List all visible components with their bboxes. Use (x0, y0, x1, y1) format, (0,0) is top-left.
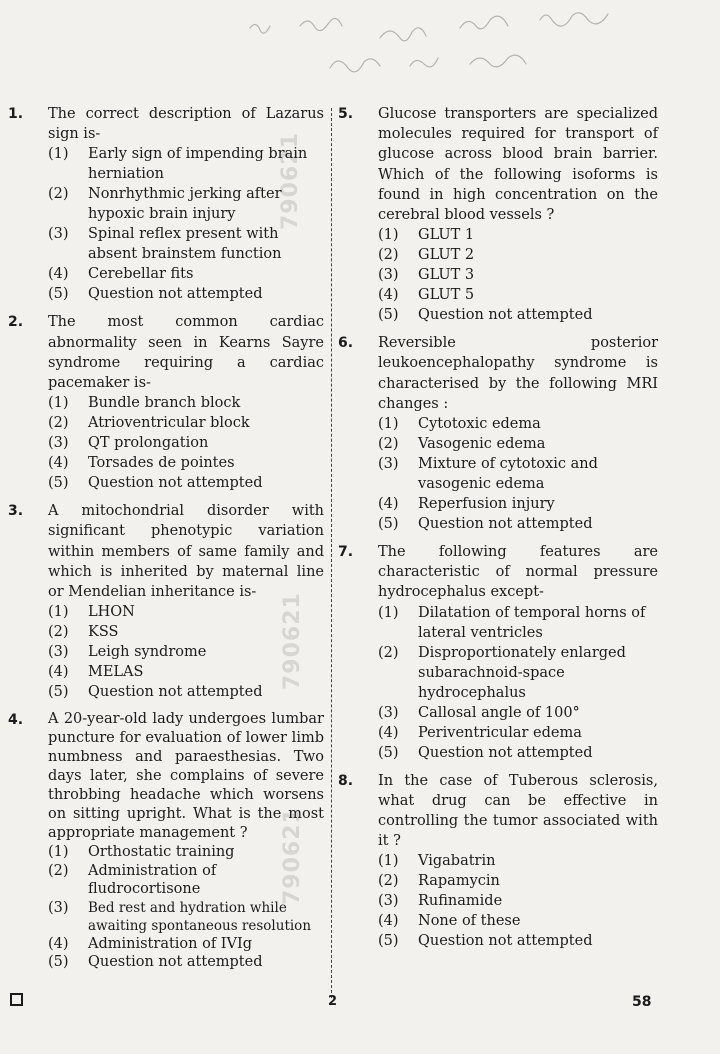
option[interactable] (378, 703, 658, 723)
option[interactable] (378, 434, 658, 454)
option-text: Vigabatrin (418, 853, 496, 870)
square-marker-icon (10, 993, 23, 1006)
option-text: Rufinamide (418, 893, 503, 910)
question-number: 1. (8, 106, 24, 122)
option-text: Early sign of impending brain herniation (88, 146, 308, 183)
option[interactable] (48, 264, 324, 284)
option-list (48, 393, 324, 493)
option-text: Periventricular edema (418, 724, 582, 741)
option-text: Cytotoxic edema (418, 416, 541, 433)
option-number: (3) (378, 704, 399, 721)
option[interactable] (378, 723, 658, 743)
option[interactable] (48, 602, 324, 622)
watermark-middle: 790621 (280, 592, 305, 690)
option-number: (4) (378, 913, 399, 930)
option-number: (4) (378, 724, 399, 741)
option-number: (5) (378, 516, 399, 533)
option-text: Leigh syndrome (88, 644, 207, 661)
option-number: (2) (378, 873, 399, 890)
option-number: (4) (48, 266, 69, 283)
option[interactable] (48, 662, 324, 682)
option-text: QT prolongation (88, 435, 209, 452)
question-1 (8, 104, 324, 304)
question-text: The most common cardiac abnormality seen in Kearns Sayre syndrome requiring a cardiac pacemaker is- (48, 314, 324, 392)
question-6 (338, 333, 658, 534)
option[interactable] (378, 285, 658, 305)
option[interactable] (48, 642, 324, 662)
column-divider (331, 108, 332, 998)
option[interactable] (48, 433, 324, 453)
option-list (48, 602, 324, 702)
option[interactable] (378, 514, 658, 534)
option-text: Question not attempted (88, 954, 263, 971)
option-number: (3) (48, 899, 69, 916)
option-number: (3) (378, 456, 399, 473)
option-number: (1) (48, 604, 69, 621)
option[interactable] (48, 935, 324, 954)
option-number: (1) (48, 844, 69, 861)
option-list (378, 603, 658, 763)
option-text: Orthostatic training (88, 844, 235, 861)
right-column (338, 104, 658, 959)
option-text: Callosal angle of 100° (418, 704, 580, 721)
option-text: Atrioventricular block (88, 415, 250, 432)
option-number: (5) (48, 475, 69, 492)
option-text: KSS (88, 624, 119, 641)
question-number: 7. (338, 544, 354, 561)
option-text: Reperfusion injury (418, 496, 555, 513)
option[interactable] (48, 622, 324, 642)
option[interactable] (378, 911, 658, 931)
question-7 (338, 542, 658, 763)
option-number: (3) (48, 226, 69, 243)
option-text: GLUT 3 (418, 267, 475, 284)
question-text: In the case of Tuberous sclerosis, what drug can be effective in controlling the tumor associated with it ? (378, 772, 658, 850)
question-text: Glucose transporters are specialized molecules required for transport of glucose across blood brain barrier. Which of the following isoforms is found in high concentration on the cerebral blood vessels ? (378, 106, 658, 224)
option[interactable] (48, 144, 324, 184)
option-number: (1) (378, 227, 399, 244)
option-number: (4) (48, 935, 69, 952)
option-number: (2) (48, 862, 69, 879)
option-text: None of these (418, 913, 521, 930)
question-text: The following features are characteristic of normal pressure hydrocephalus except- (378, 544, 658, 601)
question-5 (338, 104, 658, 325)
option-text: Question not attempted (88, 475, 263, 492)
watermark-top: 790621 (278, 132, 303, 230)
option-text: Mixture of cytotoxic and vasogenic edema (418, 456, 598, 493)
option[interactable] (378, 871, 658, 891)
option-text: Dilatation of temporal horns of lateral ventricles (418, 604, 646, 641)
option-number: (1) (378, 416, 399, 433)
option[interactable] (378, 454, 658, 494)
option[interactable] (48, 393, 324, 413)
option[interactable] (378, 891, 658, 911)
option-text: Nonrhythmic jerking after hypoxic brain injury (88, 186, 282, 223)
question-number: 5. (338, 106, 354, 122)
option[interactable] (48, 862, 324, 899)
option[interactable] (378, 414, 658, 434)
left-column (8, 104, 324, 980)
option-number: (4) (378, 287, 399, 304)
option[interactable] (48, 473, 324, 493)
question-number: 8. (338, 772, 354, 789)
option-text: GLUT 2 (418, 247, 475, 264)
option-number: (3) (378, 267, 399, 284)
option-number: (5) (378, 744, 399, 761)
option-number: (5) (48, 954, 69, 971)
option-number: (2) (378, 247, 399, 264)
option-number: (2) (48, 186, 69, 203)
handwritten-scribble (240, 8, 680, 88)
option-number: (2) (378, 644, 399, 661)
option[interactable] (378, 931, 658, 951)
option[interactable] (378, 305, 658, 325)
question-number: 4. (8, 712, 24, 729)
option-list (48, 843, 324, 972)
option-text: Vasogenic edema (418, 436, 546, 453)
option-number: (4) (48, 455, 69, 472)
question-number: 6. (338, 335, 354, 352)
question-2 (8, 312, 324, 493)
option-text: Administration of IVIg (88, 935, 253, 952)
option-text: Question not attempted (88, 684, 263, 701)
option-list (378, 225, 658, 325)
option[interactable] (378, 643, 658, 703)
question-3 (8, 501, 324, 702)
option-text: Bed rest and hydration while awaiting spontaneous resolution (88, 899, 312, 934)
option-number: (5) (378, 933, 399, 950)
option-text: Disproportionately enlarged subarachnoid-space hydrocephalus (418, 644, 626, 701)
option-number: (1) (378, 853, 399, 870)
option-text: Torsades de pointes (88, 455, 235, 472)
option[interactable] (378, 265, 658, 285)
option-list (48, 144, 324, 304)
option-number: (5) (48, 684, 69, 701)
option-text: Question not attempted (88, 286, 263, 303)
option-number: (3) (48, 644, 69, 661)
option[interactable] (48, 953, 324, 972)
option-text: GLUT 1 (418, 227, 475, 244)
option[interactable] (48, 843, 324, 862)
option-text: GLUT 5 (418, 287, 475, 304)
question-text: Reversible posterior leukoencephalopathy syndrome is characterised by the following MRI changes : (378, 335, 658, 412)
option-number: (3) (378, 893, 399, 910)
option-number: (4) (48, 664, 69, 681)
option-number: (2) (48, 624, 69, 641)
option[interactable] (48, 184, 324, 224)
question-4 (8, 710, 324, 972)
booklet-code: 58 (632, 994, 652, 1010)
option-text: Cerebellar fits (88, 266, 194, 283)
option[interactable] (48, 899, 324, 935)
option[interactable] (378, 603, 658, 643)
option-text: Question not attempted (418, 744, 593, 761)
question-text: A mitochondrial disorder with significant phenotypic variation within members of same family and which is inherited by maternal line or Mendelian inheritance is- (48, 503, 324, 601)
option-text: Rapamycin (418, 873, 500, 890)
option-text: Question not attempted (418, 516, 593, 533)
option[interactable] (378, 851, 658, 871)
option-text: Bundle branch block (88, 395, 241, 412)
question-text: The correct description of Lazarus sign is- (48, 106, 324, 143)
option-number: (5) (48, 286, 69, 303)
option[interactable] (378, 743, 658, 763)
option[interactable] (48, 413, 324, 433)
question-number: 3. (8, 503, 24, 520)
question-text: A 20-year-old lady undergoes lumbar puncture for evaluation of lower limb numbness and paraesthesias. Two days later, she complains of severe throbbing headache which worsens on sitting upright. What is the most appropriate management ? (48, 711, 324, 842)
option-text: Question not attempted (418, 933, 593, 950)
option-list (378, 414, 658, 534)
option-list (378, 851, 658, 951)
option[interactable] (48, 284, 324, 304)
option-number: (2) (48, 415, 69, 432)
option-text: Administration of fludrocortisone (88, 862, 217, 898)
option-text: Spinal reflex present with absent brainstem function (88, 226, 282, 263)
option[interactable] (378, 225, 658, 245)
watermark-bottom: 790621 (280, 807, 305, 905)
option[interactable] (48, 224, 324, 264)
option[interactable] (48, 682, 324, 702)
option-number: (1) (378, 604, 399, 621)
option[interactable] (378, 245, 658, 265)
option-number: (3) (48, 435, 69, 452)
option[interactable] (378, 494, 658, 514)
option-text: Question not attempted (418, 307, 593, 324)
option-text: LHON (88, 604, 135, 621)
question-number: 2. (8, 314, 24, 331)
question-8 (338, 771, 658, 952)
option[interactable] (48, 453, 324, 473)
option-number: (2) (378, 436, 399, 453)
option-number: (1) (48, 395, 69, 412)
page-number: 2 (328, 994, 338, 1009)
option-number: (4) (378, 496, 399, 513)
option-number: (5) (378, 307, 399, 324)
option-text: MELAS (88, 664, 144, 681)
option-number: (1) (48, 146, 69, 163)
